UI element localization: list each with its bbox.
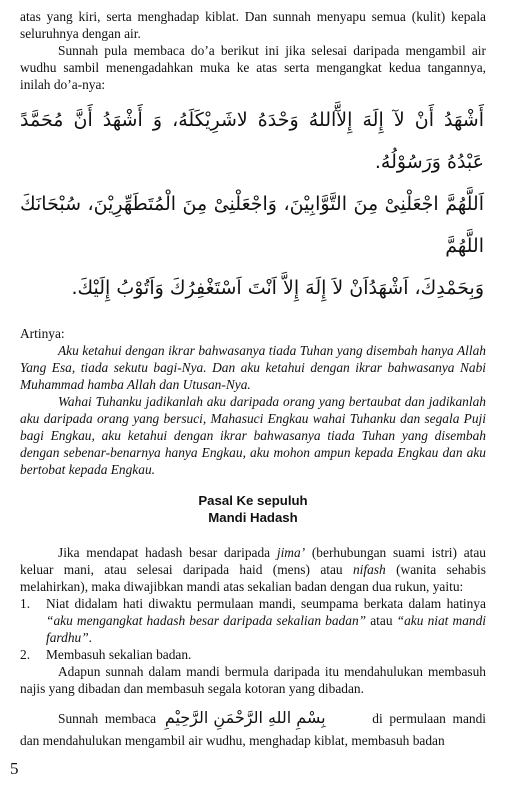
list-number: 1. [20,596,31,611]
paragraph-doa-intro: Sunnah pula membaca do’a berikut ini jika selesai daripada mengambil air wudhu sambil menengadahkan muka ke atas serta mengangkat kedua tangannya, inilah do’a-nya: [20,43,486,92]
bismillah-arabic: بِسْمِ اللهِ الرَّحْمَنِ الرَّحِيْمِ [164,708,326,727]
arabic-line-2: اَللَّهُمَّ اجْعَلْنِىْ مِنَ التَّوَّابِيْنَ، وَاجْعَلْنِىْ مِنَ الْمُتَطَهِّرِيْنَ، سُبْحَانَكَ اللَّهُمَّ [20,193,484,257]
arabic-line-1: أَشْهَدُ أَنْ لآ إِلَهَ إِلآَّاللهُ وَحْدَهُ لاشَرِيْكَلَهُ، وَ أَشْهَدُ أَنَّ مُحَمَّدً عَبْدُهُ وَرَسُوْلُهُ. [20,109,484,173]
paragraph-wudhu-end: atas yang kiri, serta menghadap kiblat. Dan sunnah menyapu semua (kulit) kepala seluruhnya dengan air. [20,9,486,41]
paragraph-mandi-intro [20,544,486,595]
artinya-label: Artinya: [20,326,65,341]
term-nifash: nifash [352,562,386,577]
sunnah-text: di permulaan mandi dan mendahulukan mengambil air wudhu, menghadap kiblat, membasuh badan [20,711,487,748]
term-jima: jima’ [276,545,306,560]
list-item [20,595,486,646]
paragraph-sunnah-mandi [20,707,486,752]
list-number: 2. [20,647,31,662]
translation-doa: Wahai Tuhanku jadikanlah aku daripada orang yang bertaubat dan jadikanlah aku daripada orang yang bersuci, Mahasuci Engkau wahai Tuhanku dan segala Puji bagi Engkau, aku ketahui dengan ikrar bahwasanya tiada Tuhan yang disembah dengan sebenar-benarnya hanya Engkau, aku mohon ampun kepada Engkau dan aku bertobat kepada Engkau. [20,394,486,477]
niat-quote-1: “aku mengangkat hadash besar daripada sekalian badan” [46,613,367,628]
arabic-line-3: وَبِحَمْدِكَ، اَشْهَدُاَنْ لاَ إِلَهَ إِلاَّ اَنْتَ اَسْتَغْفِرُكَ وَاَتُوْبُ إِلَيْكَ. [71,277,484,299]
translation-syahadat: Aku ketahui dengan ikrar bahwasanya tiada Tuhan yang disembah hanya Allah Yang Esa, tiada sekutu bagi-Nya. Dan aku ketahui dengan ikrar bahwasanya Nabi Muhammad hamba Allah dan Utusan-Nya. [20,343,486,392]
list-text: Niat didalam hati diwaktu permulaan mandi, seumpama berkata dalam hatinya [46,596,486,611]
section-title-pasal: Pasal Ke sepuluh [198,493,308,508]
intro-text: Jika mendapat hadash besar daripada [58,545,277,560]
section-title-mandi: Mandi Hadash [208,510,298,525]
page-content [20,8,486,752]
paragraph-adapun: Adapun sunnah dalam mandi bermula daripada itu mendahulukan membasuh najis yang dibadan dan membasuh segala kotoran yang dibadan. [20,664,486,696]
arabic-doa [20,99,486,309]
intro-text: (berhubungan suami istri) atau keluar mani, atau selesai daripada haid (mens) atau [20,545,486,577]
list-text: Membasuh sekalian badan. [46,647,192,662]
list-text: . [88,630,93,645]
niat-quote-2: “aku niat mandi fardhu” [46,613,486,645]
list-text: atau [366,613,397,628]
list-item [20,646,486,663]
sunnah-text: Sunnah membaca [58,711,157,726]
intro-text: (wanita sehabis melahirkan), maka diwajibkan mandi atas sekalian badan dengan dua rukun, yaitu: [20,562,486,594]
rukun-list [20,595,486,663]
page-number: 5 [10,759,19,778]
